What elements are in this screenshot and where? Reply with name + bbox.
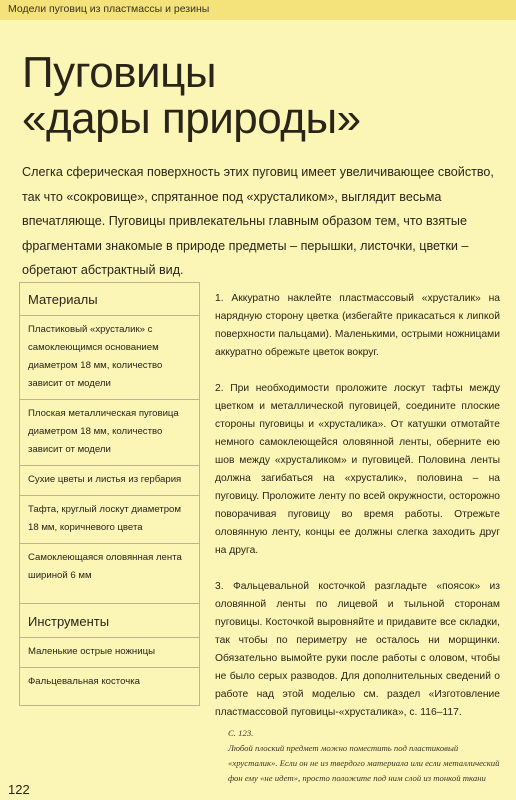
title-line-2: «дары природы» bbox=[22, 94, 361, 143]
materials-item: Плоская металлическая пуговица диаметром 18 мм, количество зависит от модели bbox=[20, 400, 199, 466]
tools-heading: Инструменты bbox=[20, 603, 199, 638]
page-title bbox=[22, 50, 492, 142]
step-1: 1. Аккуратно наклейте пластмассовый «хрусталик» на нарядную сторону цветка (избегайте прикасаться к липкой поверхности пальцами). Маленькими, острыми ножницами аккуратно обрежьте цветок вокруг. bbox=[215, 293, 500, 358]
materials-box bbox=[19, 282, 200, 706]
tools-item: Фальцевальная косточка bbox=[28, 676, 140, 687]
instructions bbox=[215, 290, 500, 740]
step-3: 3. Фальцевальной косточкой разгладьте «поясок» из оловянной ленты по лицевой и тыльной сторонам пуговицы. Косточкой выровняйте и придавите все складки, так чтобы по периметру не осталось ни морщинки. Обязательно вымойте руки после работы с оловом, чтобы не было серых разводов. Для дополнительных сведений о работе над этой моделью см. раздел «Изготовление пластмассовой пуговицы-«хрусталика», с. 116–117. bbox=[215, 581, 500, 718]
page-number: 122 bbox=[8, 782, 30, 797]
caption-ref: С. 123. bbox=[228, 728, 254, 738]
photo-caption bbox=[228, 726, 503, 786]
running-title: Модели пуговиц из пластмассы и резины bbox=[8, 3, 210, 15]
materials-item: Сухие цветы и листья из гербария bbox=[20, 466, 199, 496]
caption-text: Любой плоский предмет можно поместить под пластиковый «хрусталик». Если он не из твердого материала или если металлический фон ему «не идет», просто положите под ним слой из тонкой ткани bbox=[228, 743, 500, 783]
materials-heading: Материалы bbox=[20, 283, 199, 316]
intro-paragraph: Слегка сферическая поверхность этих пуговиц имеет увеличивающее свойство, так что «сокровище», спрятанное под «хрусталиком», выглядит весьма впечатляюще. Пуговицы привлекательны главным образом тем, что взятые фрагментами знакомые в природе предметы – перышки, листочки, цветки – обретают абстрактный вид. bbox=[22, 165, 494, 277]
step-2: 2. При необходимости проложите лоскут тафты между цветком и металлической пуговицей, соедините плоские стороны пуговицы и «хрусталика». От катушки отмотайте немного самоклеющейся оловянной ленты, оберните ею шов между «хрусталиком» и пуговицей. Половина ленты должна загибаться на «хрусталик», половина – на пуговицу. Проложите ленту по всей окружности, осторожно поворачивая пуговицу во время работы. Отрежьте оловянную ленту, концы ее должны слегка заходить друг на друга. bbox=[215, 383, 500, 556]
materials-item: Тафта, круглый лоскут диаметром 18 мм, коричневого цвета bbox=[20, 496, 199, 544]
tools-item: Маленькие острые ножницы bbox=[20, 638, 199, 668]
title-line-1: Пуговицы bbox=[22, 48, 216, 97]
materials-item: Самоклеющаяся оловянная лента шириной 6 мм bbox=[28, 552, 182, 581]
materials-item: Пластиковый «хрусталик» с самоклеющимся основанием диаметром 18 мм, количество зависит от модели bbox=[20, 316, 199, 400]
running-header bbox=[0, 0, 516, 20]
